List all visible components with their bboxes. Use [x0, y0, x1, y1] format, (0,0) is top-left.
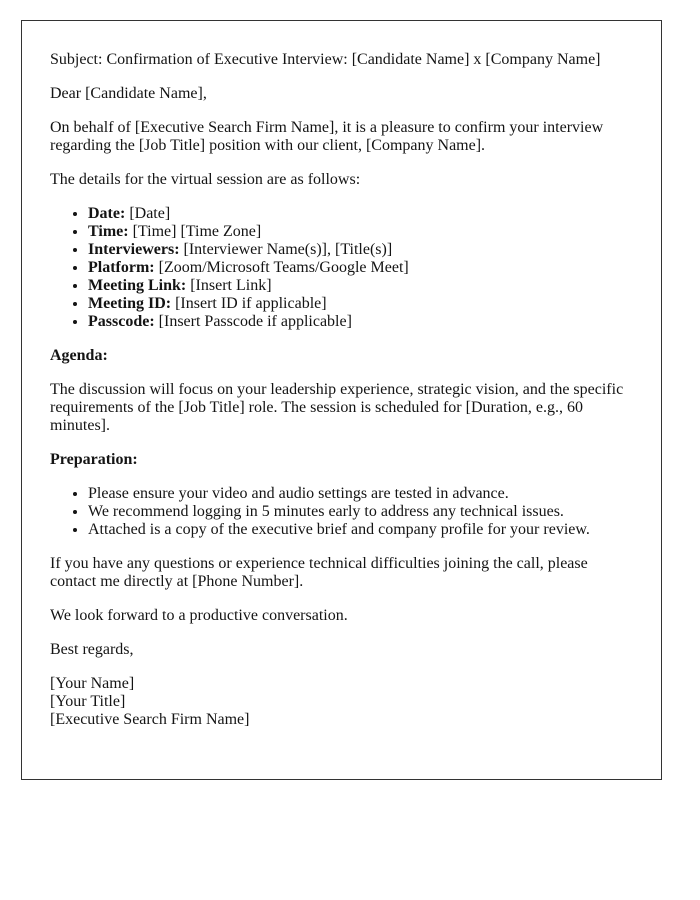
detail-value: [Insert Passcode if applicable] — [158, 313, 352, 330]
detail-value: [Time] [Time Zone] — [132, 223, 262, 240]
detail-item-date — [88, 205, 633, 223]
detail-label: Meeting ID: — [88, 295, 172, 312]
signoff: Best regards, — [50, 641, 134, 658]
signature-name: [Your Name] — [50, 675, 135, 692]
detail-label: Interviewers: — [88, 241, 180, 258]
preparation-list — [50, 485, 633, 539]
detail-item-passcode — [88, 313, 633, 331]
detail-label: Passcode: — [88, 313, 155, 330]
preparation-item: • We recommend logging in 5 minutes early to address any technical issues. — [88, 503, 633, 521]
subject-line: Subject: Confirmation of Executive Interview: [Candidate Name] x [Company Name] — [50, 51, 601, 68]
questions-paragraph: If you have any questions or experience technical difficulties joining the call, please contact me directly at [Phone Number]. — [50, 555, 588, 590]
detail-item-time — [88, 223, 633, 241]
detail-item-meeting-id — [88, 295, 633, 313]
details-intro: The details for the virtual session are as follows: — [50, 171, 361, 188]
detail-value: [Date] — [129, 205, 171, 222]
detail-value: [Zoom/Microsoft Teams/Google Meet] — [158, 259, 409, 276]
signature-block — [50, 675, 633, 729]
detail-label: Meeting Link: — [88, 277, 187, 294]
greeting: Dear [Candidate Name], — [50, 85, 207, 102]
preparation-heading: Preparation: — [50, 451, 138, 468]
agenda-heading: Agenda: — [50, 347, 108, 364]
detail-value: [Insert Link] — [190, 277, 272, 294]
detail-item-platform — [88, 259, 633, 277]
signature-firm: [Executive Search Firm Name] — [50, 711, 250, 728]
closing-paragraph: We look forward to a productive conversation. — [50, 607, 348, 624]
meeting-details-list — [50, 205, 633, 331]
detail-label: Date: — [88, 205, 126, 222]
preparation-item: • Please ensure your video and audio settings are tested in advance. — [88, 485, 633, 503]
detail-item-interviewers — [88, 241, 633, 259]
preparation-item: • Attached is a copy of the executive brief and company profile for your review. — [88, 521, 633, 539]
intro-paragraph: On behalf of [Executive Search Firm Name], it is a pleasure to confirm your interview regarding the [Job Title] position with our client, [Company Name]. — [50, 119, 604, 154]
agenda-paragraph: The discussion will focus on your leadership experience, strategic vision, and the specific requirements of the [Job Title] role. The session is scheduled for [Duration, e.g., 60 minutes]. — [50, 381, 624, 434]
detail-value: [Interviewer Name(s)], [Title(s)] — [183, 241, 393, 258]
email-template-document — [21, 20, 662, 780]
detail-value: [Insert ID if applicable] — [175, 295, 327, 312]
detail-label: Time: — [88, 223, 129, 240]
detail-label: Platform: — [88, 259, 155, 276]
signature-title: [Your Title] — [50, 693, 126, 710]
detail-item-meeting-link — [88, 277, 633, 295]
